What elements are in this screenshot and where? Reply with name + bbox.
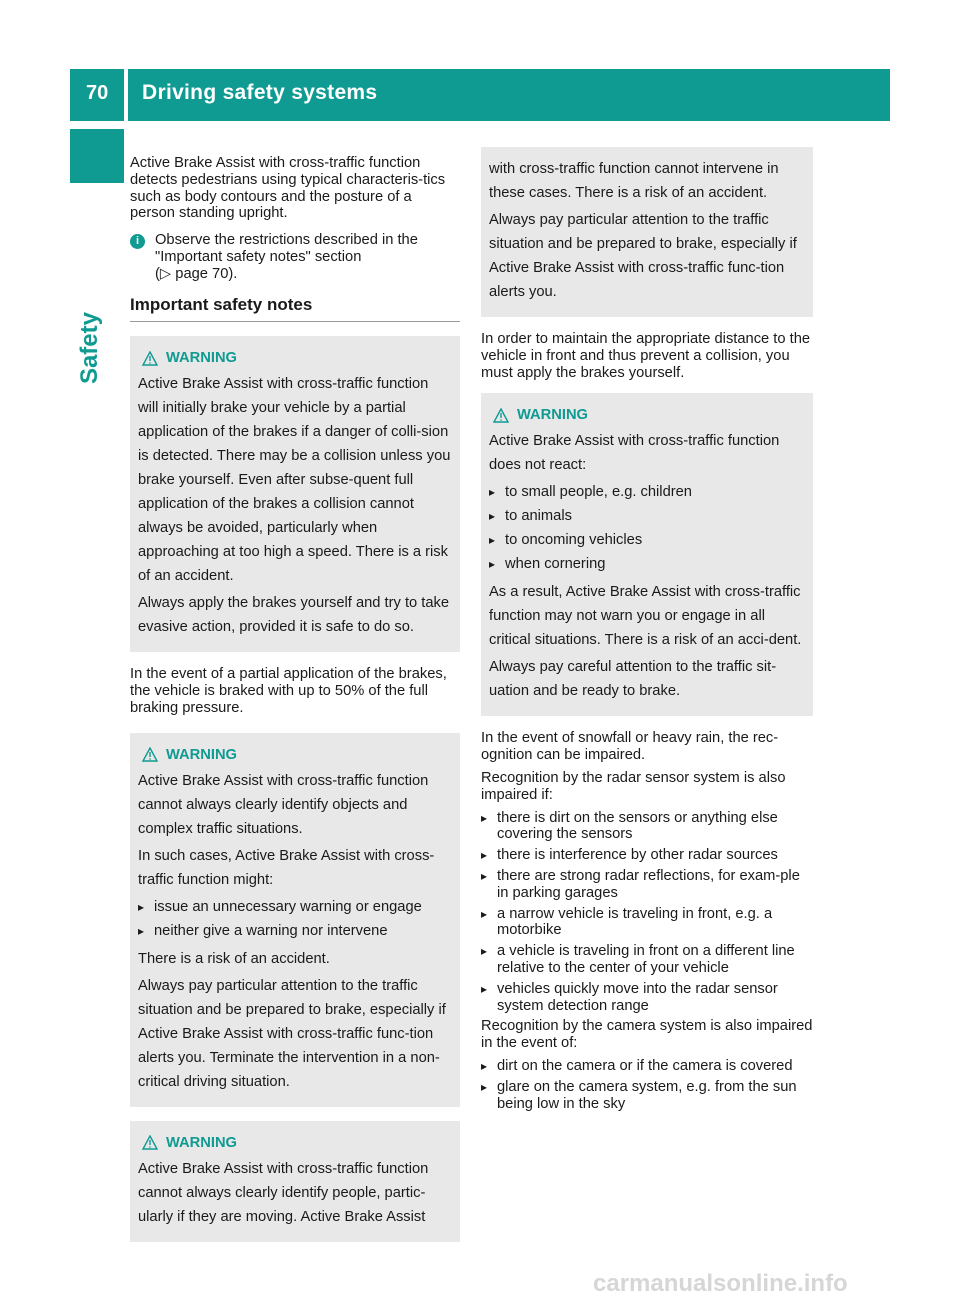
warning-header [138,1131,452,1155]
warning-text: with cross-traffic function cannot intervene in these cases. There is a risk of an accident. [489,161,779,201]
section-label [76,312,116,412]
list-item: ▸ neither give a warning nor intervene [138,919,452,943]
list-item: ▸ there are strong radar reflections, for exam-ple in parking garages [481,868,813,902]
warning-triangle-icon [493,408,509,423]
warning-text: Active Brake Assist with cross-traffic function cannot always clearly identify people, partic-ularly if they are moving. Active Brake Assist [138,1160,429,1225]
warning-label: WARNING [166,350,237,367]
warning-triangle-icon [142,747,158,762]
warning-text: Always pay careful attention to the traffic sit-uation and be ready to brake. [489,659,777,700]
warning-box [130,733,460,1107]
footer-watermark: carmanualsonline.info [593,1270,848,1297]
list-item: ▸ glare on the camera system, e.g. from the sun being low in the sky [481,1079,813,1113]
radar-conditions-list [481,810,813,1015]
section-label-text: Safety [76,312,103,385]
right-column [481,155,813,1116]
warning-text: Active Brake Assist with cross-traffic function will initially brake your vehicle by a partial application of the brakes if a danger of colli-sion is detected. There may be a collision unless you brake yourself. Even after subse-quent full application of the brakes a collision cannot always be avoided, particularly when approaching at too high a speed. There is a risk of an accident. [138,376,451,585]
warning-text: As a result, Active Brake Assist with cross-traffic function may not warn you or engage in all critical situations. There is a risk of an acci-dent. [489,584,802,649]
warning-triangle-icon [142,1135,158,1150]
warning-text: Active Brake Assist with cross-traffic function cannot always clearly identify objects and complex traffic situations. [138,772,429,837]
page-number: 70 [86,82,109,104]
camera-intro-paragraph: Recognition by the camera system is also impaired in the event of: [481,1018,813,1052]
page-ref-arrow-icon: ▷ [159,265,176,282]
partial-braking-paragraph: In the event of a partial application of the brakes, the vehicle is braked with up to 50% of the full braking pressure. [130,666,447,716]
note-text: Observe the restrictions described in the "Important safety notes" section [155,232,418,265]
distance-paragraph: In order to maintain the appropriate distance to the vehicle in front and thus prevent a collision, you must apply the brakes yourself. [481,331,811,381]
list-item: ▸ to small people, e.g. children [489,480,805,504]
left-column [130,155,460,1256]
warning-list [138,895,452,943]
warning-text: Always apply the brakes yourself and try to take evasive action, provided it is safe to do so. [138,595,450,636]
chapter-title: Driving safety systems [142,81,378,104]
page-reference-link[interactable]: page 70). [175,265,238,282]
radar-intro-paragraph: Recognition by the radar sensor system is also impaired if: [481,769,786,803]
warning-box [130,336,460,652]
note-ref-prefix: ( [155,265,160,282]
list-item: ▸ to animals [489,504,805,528]
warning-label: WARNING [517,407,588,424]
intro-paragraph: Active Brake Assist with cross-traffic function detects pedestrians using typical characteris-tics such as body contours and the posture of a person standing upright. [130,155,446,222]
list-item: ▸ a vehicle is traveling in front on a different line relative to the center of your vehicle [481,943,813,977]
warning-triangle-icon [142,351,158,366]
info-icon: i [130,234,145,249]
warning-list [489,480,805,576]
chapter-header [128,69,890,121]
warning-header [138,743,452,767]
warning-text: In such cases, Active Brake Assist with cross-traffic function might: [138,847,435,888]
snowfall-paragraph: In the event of snowfall or heavy rain, the rec-ognition can be impaired. [481,730,779,764]
page-number-tab [70,69,124,121]
warning-box [130,1121,460,1242]
list-item: ▸ issue an unnecessary warning or engage [138,895,452,919]
list-item: ▸ vehicles quickly move into the radar sensor system detection range [481,981,813,1015]
warning-box-continued [481,147,813,317]
warning-text: Always pay particular attention to the traffic situation and be prepared to brake, especially if Active Brake Assist with cross-traffic func-tion alerts you. [489,212,797,300]
list-item: ▸ a narrow vehicle is traveling in front, e.g. a motorbike [481,906,813,940]
list-item: ▸ when cornering [489,552,805,576]
section-marker [70,129,124,183]
camera-conditions-list [481,1058,813,1112]
list-item: ▸ dirt on the camera or if the camera is covered [481,1058,813,1075]
list-item: ▸ to oncoming vehicles [489,528,805,552]
warning-text: There is a risk of an accident. [138,950,330,967]
warning-label: WARNING [166,746,237,763]
warning-text: Always pay particular attention to the traffic situation and be prepared to brake, especially if Active Brake Assist with cross-traffic func-tion alerts you. Terminate the intervention in a non-critical driving situation. [138,977,446,1090]
warning-label: WARNING [166,1134,237,1151]
list-item: ▸ there is interference by other radar sources [481,847,813,864]
list-item: ▸ there is dirt on the sensors or anything else covering the sensors [481,810,813,844]
info-note [130,232,460,282]
warning-box [481,393,813,716]
warning-text: Active Brake Assist with cross-traffic function does not react: [489,433,780,474]
section-heading: Important safety notes [130,297,460,323]
warning-header [138,346,452,370]
warning-header [489,403,805,427]
